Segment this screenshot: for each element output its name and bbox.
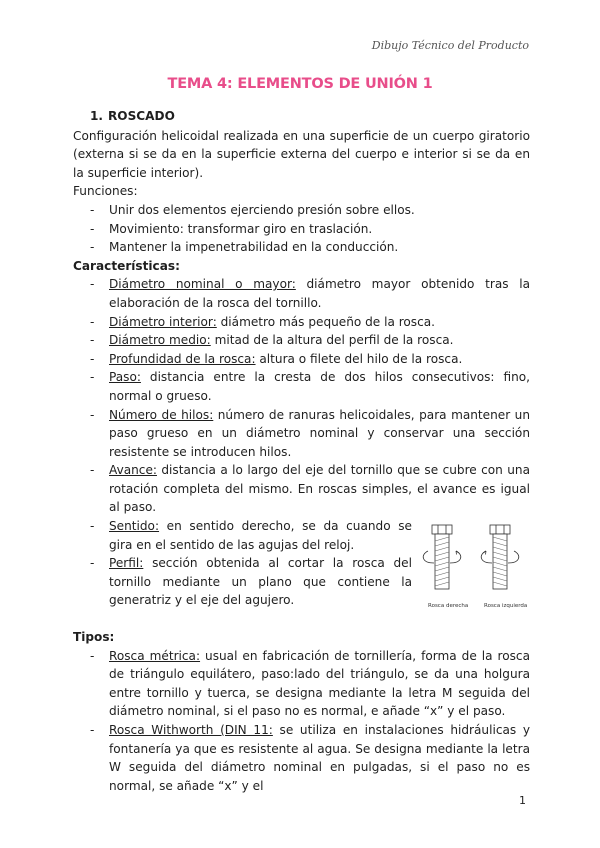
definition: altura o filete del hilo de la rosca. (255, 351, 463, 366)
running-header: Dibujo Técnico del Producto (371, 39, 529, 52)
definition: distancia entre la cresta de dos hilos consecutivos: fino, normal o grueso. (109, 370, 530, 403)
term: Sentido: (109, 519, 160, 534)
caracteristicas-list (73, 275, 530, 517)
term: Avance: (109, 463, 157, 478)
left-hand-screw-illustration (481, 525, 519, 589)
term: Rosca Withworth (DIN 11: (109, 723, 273, 737)
content-body (73, 107, 530, 795)
definition: diámetro más pequeño de la rosca. (216, 314, 436, 329)
definition: mitad de la altura del perfil de la rosca. (210, 333, 454, 348)
intro-paragraph: Configuración helicoidal realizada en una superficie de un cuerpo giratorio (externa si se da en la superficie externa del cuerpo e interior si se da en la superficie interior). (73, 128, 530, 180)
funciones-label: Funciones: (73, 184, 138, 199)
list-item (73, 406, 530, 462)
list-item (73, 350, 530, 369)
definition: distancia a lo largo del eje del tornillo que se cubre con una rotación completa del mismo. En roscas simples, el avance es igual al paso. (109, 463, 530, 515)
list-item (73, 721, 530, 795)
list-item: - Mantener la impenetrabilidad en la conducción. (73, 238, 530, 257)
figure-row (73, 517, 530, 610)
term: Diámetro nominal o mayor: (109, 277, 296, 292)
figure-caption-right: Rosca derecha (428, 603, 469, 610)
figure-caption-left: Rosca izquierda (484, 603, 528, 610)
list-item (73, 313, 530, 332)
term: Número de hilos: (109, 407, 214, 422)
list-item (73, 461, 530, 517)
list-item (73, 368, 530, 405)
term: Profundidad de la rosca: (109, 351, 256, 366)
section-number: 1. (90, 109, 104, 123)
tipos-label: Tipos: (73, 630, 115, 645)
list-item: - Unir dos elementos ejerciendo presión sobre ellos. (73, 201, 530, 220)
funciones-list (73, 201, 530, 257)
caracteristicas-label: Características: (73, 258, 180, 273)
tipos-list (73, 647, 530, 796)
term: Diámetro interior: (109, 314, 217, 329)
thread-direction-figure (414, 521, 530, 613)
list-item (73, 331, 530, 350)
right-hand-screw-illustration (423, 525, 461, 589)
definition: número de ranuras helicoidales, para mantener un paso grueso en un diámetro nominal y conservar una sección resistente se introducen hilos. (109, 407, 530, 459)
screw-illustrations (414, 521, 530, 603)
definition: en sentido derecho, se da cuando se gira en el sentido de las agujas del reloj. (109, 519, 412, 552)
list-item (73, 275, 530, 312)
list-item: - Movimiento: transformar giro en traslación. (73, 220, 530, 239)
definition: diámetro mayor obtenido tras la elaboración de la rosca del tornillo. (109, 277, 530, 310)
definition: sección obtenida al cortar la rosca del tornillo mediante un plano que contiene la generatriz y el eje del agujero. (109, 556, 412, 608)
page-number: 1 (519, 794, 526, 808)
list-item (73, 647, 530, 721)
term: Rosca métrica: (109, 648, 201, 663)
definition: se utiliza en instalaciones hidráulicas y fontanería ya que es resistente al agua. Se designa mediante la letra W seguida del diámetro nominal en pulgadas, si el paso no es normal, se añade “x” y el (109, 723, 530, 793)
section-title: ROSCADO (108, 109, 175, 123)
section-heading (90, 107, 530, 126)
page-title: TEMA 4: ELEMENTOS DE UNIÓN 1 (167, 76, 433, 92)
term: Paso: (109, 370, 141, 385)
term: Diámetro medio: (109, 333, 211, 348)
definition: usual en fabricación de tornillería, forma de la rosca de triángulo equilátero, paso:lado del triángulo, se da una holgura entre tornillo y tuerca, se designa mediante la letra M seguida del diámetro nominal, si el paso no es normal, e añade “x” y el paso. (109, 648, 530, 719)
term: Perfil: (109, 556, 144, 571)
